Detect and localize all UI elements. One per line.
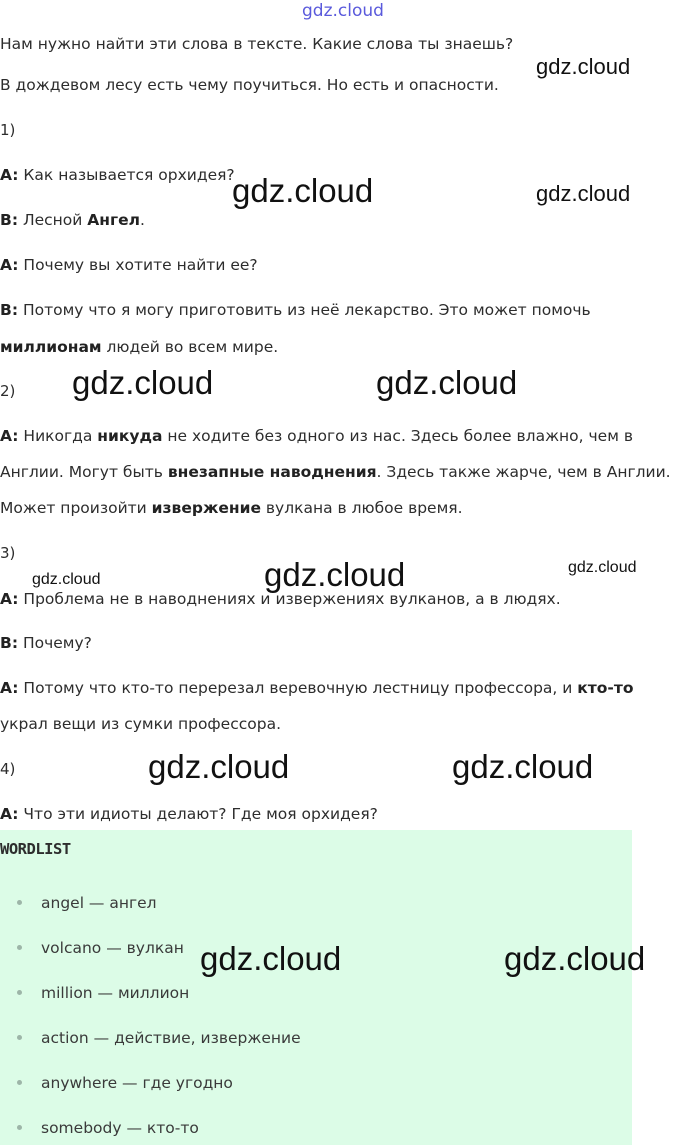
s1-line-1 [0,165,235,185]
dialogue-text: украл вещи из сумки профессора. [0,715,282,733]
wordlist-item-text: action — действие, извержение [41,1029,301,1047]
intro-line-1: Нам нужно найти эти слова в тексте. Какие слова ты знаешь? [0,35,514,53]
bullet-icon [17,945,22,950]
s3-line-4 [0,714,281,734]
dialogue-text: Никогда [18,427,98,445]
bullet-icon [17,1080,22,1085]
highlighted-word: никуда [97,427,163,445]
highlighted-word: Ангел [87,211,140,229]
wordlist-item-text: anywhere — где угодно [41,1074,233,1092]
speaker-label: B: [0,211,19,229]
speaker-label: A: [0,166,19,184]
s1-line-3 [0,255,258,275]
s3-line-3 [0,678,634,698]
speaker-label: A: [0,256,19,274]
wordlist-item [0,1117,600,1139]
watermark: gdz.cloud [32,571,101,588]
s2-line-2 [0,462,671,482]
wordlist-item [0,1072,600,1094]
highlighted-word: кто-то [577,679,634,697]
highlighted-word: внезапные наводнения [167,463,377,481]
watermark: gdz.cloud [200,940,342,977]
dialogue-text: Проблема не в наводнениях и извержениях вулканов, а в людях. [18,590,561,608]
intro-line-2: В дождевом лесу есть чему поучиться. Но есть и опасности. [0,76,499,94]
dialogue-text: . [139,211,145,229]
wordlist-panel [0,830,632,1145]
s2-line-3 [0,498,463,518]
section-1-number: 1) [0,121,16,139]
s1-line-4 [0,300,591,320]
highlighted-word: миллионам [0,338,102,356]
watermark: gdz.cloud [72,364,214,401]
bullet-icon [17,990,22,995]
section-2-number: 2) [0,382,16,400]
dialogue-text: Как называется орхидея? [18,166,235,184]
dialogue-text: Почему? [18,634,92,652]
speaker-label: A: [0,427,19,445]
dialogue-text: вулкана в любое время. [260,499,463,517]
watermark: gdz.cloud [148,748,290,785]
dialogue-text: Потому что я могу приготовить из неё лекарство. Это может помочь [18,301,591,319]
watermark: gdz.cloud [452,748,594,785]
dialogue-text: Может произойти [0,499,152,517]
dialogue-text: Лесной [18,211,88,229]
s1-line-2 [0,210,145,230]
s2-line-1 [0,426,633,446]
section-3-number: 3) [0,544,16,562]
bullet-icon [17,900,22,905]
watermark: gdz.cloud [568,559,637,576]
wordlist-item [0,892,600,914]
watermark: gdz.cloud [504,940,646,977]
speaker-label: B: [0,301,19,319]
highlighted-word: извержение [151,499,261,517]
s3-line-2 [0,633,92,653]
wordlist-title: WORDLIST [0,840,71,858]
speaker-label: A: [0,679,19,697]
dialogue-text: . Здесь также жарче, чем в Англии. [376,463,671,481]
bullet-icon [17,1125,22,1130]
watermark: gdz.cloud [536,54,631,79]
section-4-number: 4) [0,760,16,778]
speaker-label: A: [0,590,19,608]
dialogue-text: Потому что кто-то перерезал веревочную лестницу профессора, и [18,679,578,697]
s1-line-5 [0,337,278,357]
dialogue-text: людей во всем мире. [101,338,279,356]
speaker-label: B: [0,634,19,652]
watermark: gdz.cloud [232,172,374,209]
watermark: gdz.cloud [536,181,631,206]
dialogue-text: не ходите без одного из нас. Здесь более влажно, чем в [162,427,633,445]
s4-line-1 [0,804,378,824]
wordlist-item-text: volcano — вулкан [41,939,184,957]
wordlist-item-text: angel — ангел [41,894,157,912]
wordlist-item [0,1027,600,1049]
wordlist-item-text: million — миллион [41,984,190,1002]
watermark: gdz.cloud [264,556,406,593]
header-watermark: gdz.cloud [302,1,384,21]
wordlist-item-text: somebody — кто-то [41,1119,199,1137]
bullet-icon [17,1035,22,1040]
watermark: gdz.cloud [376,364,518,401]
wordlist-item [0,982,600,1004]
dialogue-text: Англии. Могут быть [0,463,168,481]
speaker-label: A: [0,805,19,823]
dialogue-text: Почему вы хотите найти ее? [18,256,258,274]
dialogue-text: Что эти идиоты делают? Где моя орхидея? [18,805,378,823]
